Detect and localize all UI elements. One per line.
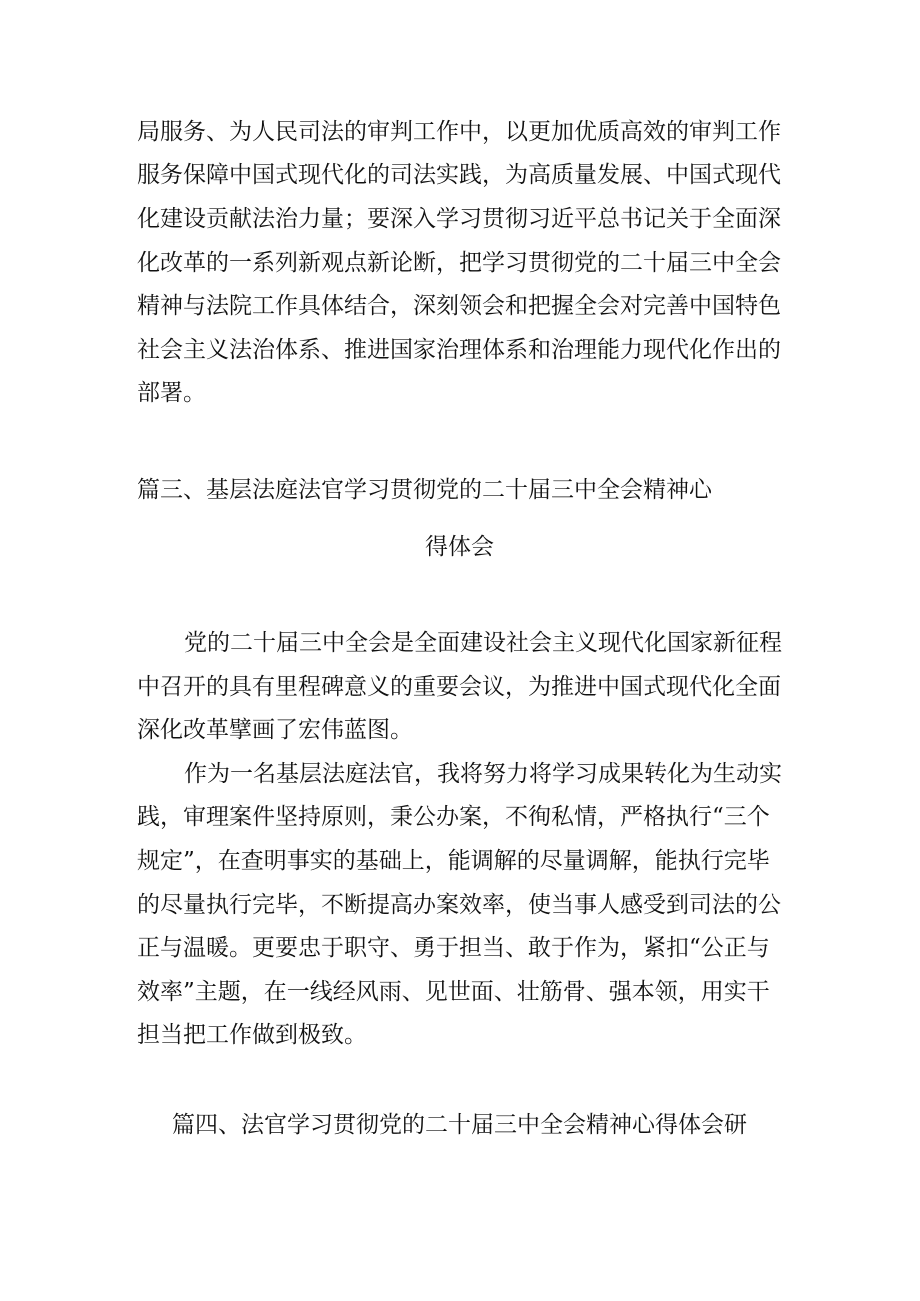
body-line: 效率”主题，在一线经风雨、见世面、壮筋骨、强本领，用实干 — [137, 979, 770, 1005]
body-line: 正与温暖。更要忠于职守、勇于担当、敢于作为，紧扣“公正与 — [137, 935, 770, 961]
body-line: 担当把工作做到极致。 — [137, 1022, 367, 1048]
body-line: 服务保障中国式现代化的司法实践，为高质量发展、中国式现代 — [137, 162, 781, 188]
body-line: 规定”，在查明事实的基础上，能调解的尽量调解，能执行完毕 — [137, 848, 770, 874]
body-line: 践，审理案件坚持原则，秉公办案，不徇私情，严格执行“三个 — [137, 804, 770, 830]
body-line: 化改革的一系列新观点新论断，把学习贯彻党的二十届三中全会 — [137, 250, 781, 276]
body-line: 作为一名基层法庭法官，我将努力将学习成果转化为生动实 — [184, 761, 782, 787]
body-line: 局服务、为人民司法的审判工作中，以更加优质高效的审判工作 — [137, 119, 781, 145]
body-line: 的尽量执行完毕，不断提高办案效率，使当事人感受到司法的公 — [137, 892, 781, 918]
section-title-line: 篇三、基层法庭法官学习贯彻党的二十届三中全会精神心 — [137, 477, 712, 503]
body-line: 精神与法院工作具体结合，深刻领会和把握全会对完善中国特色 — [137, 293, 781, 319]
body-line: 社会主义法治体系、推进国家治理体系和治理能力现代化作出的 — [137, 337, 781, 363]
body-line: 中召开的具有里程碑意义的重要会议，为推进中国式现代化全面 — [137, 674, 781, 700]
section-title-line: 得体会 — [425, 534, 494, 560]
body-line: 深化改革擘画了宏伟蓝图。 — [137, 717, 413, 743]
body-line: 部署。 — [137, 380, 206, 406]
body-line: 党的二十届三中全会是全面建设社会主义现代化国家新征程 — [184, 630, 782, 656]
section-four-title: 篇四、法官学习贯彻党的二十届三中全会精神心得体会研 — [172, 1112, 747, 1138]
body-line: 化建设贡献法治力量；要深入学习贯彻习近平总书记关于全面深 — [137, 206, 781, 232]
